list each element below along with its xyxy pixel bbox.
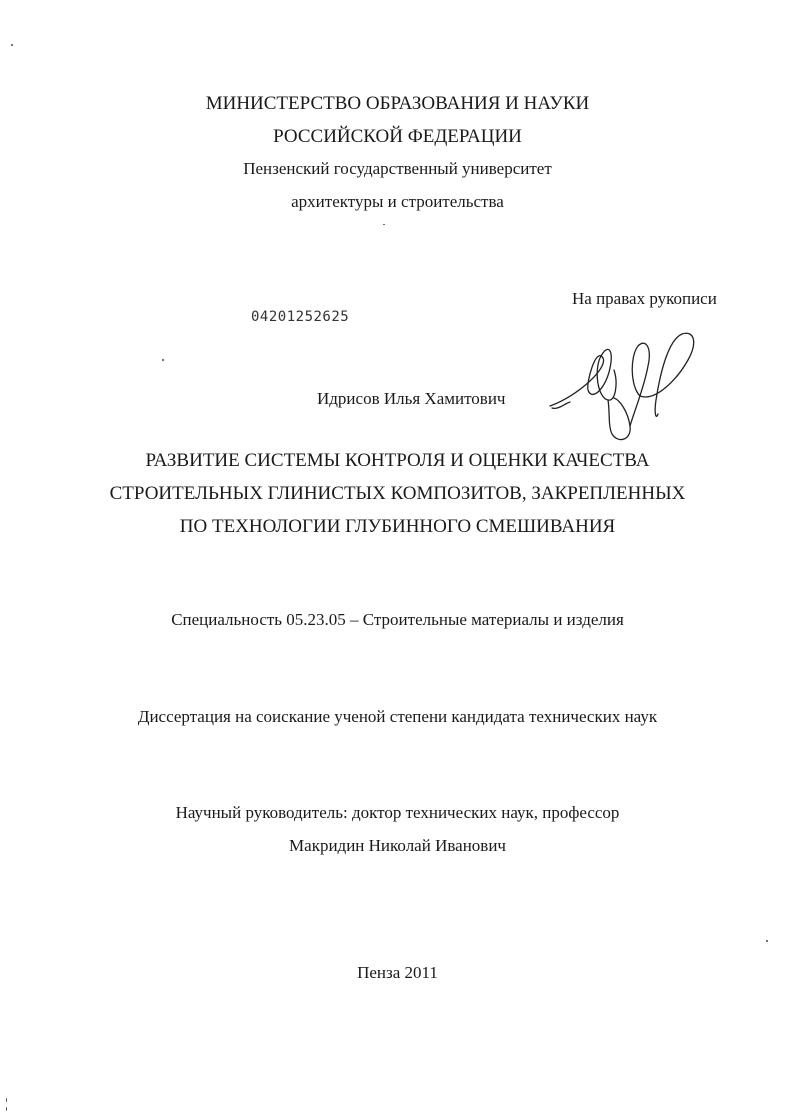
- university-line-2: архитектуры и строительства: [291, 192, 504, 211]
- scan-speck: [383, 224, 385, 225]
- scan-speck: [6, 1107, 7, 1111]
- scan-speck: [11, 44, 13, 46]
- registry-code: 04201252625: [251, 309, 350, 325]
- degree-statement: Диссертация на соискание ученой степени кандидата технических наук: [137, 707, 658, 726]
- signature-image: [548, 328, 718, 448]
- specialty: Специальность 05.23.05 – Строительные материалы и изделия: [171, 610, 624, 629]
- place-year: Пенза 2011: [357, 963, 438, 982]
- scan-speck: [6, 1098, 7, 1102]
- ministry-line-1: МИНИСТЕРСТВО ОБРАЗОВАНИЯ И НАУКИ: [205, 93, 590, 114]
- ministry-line-2: РОССИЙСКОЙ ФЕДЕРАЦИИ: [273, 126, 522, 147]
- supervisor-line-2: Макридин Николай Иванович: [289, 836, 506, 855]
- scan-speck: [766, 940, 768, 942]
- title-line-2: СТРОИТЕЛЬНЫХ ГЛИНИСТЫХ КОМПОЗИТОВ, ЗАКРЕПЛЕННЫХ: [109, 483, 686, 504]
- university-line-1: Пензенский государственный университет: [243, 159, 552, 178]
- author-name: Идрисов Илья Хамитович: [317, 389, 506, 408]
- manuscript-note: На правах рукописи: [572, 289, 717, 308]
- supervisor-line-1: Научный руководитель: доктор технических наук, профессор: [175, 803, 620, 822]
- scan-speck: [162, 359, 164, 361]
- title-line-3: ПО ТЕХНОЛОГИИ ГЛУБИННОГО СМЕШИВАНИЯ: [179, 516, 616, 537]
- title-line-1: РАЗВИТИЕ СИСТЕМЫ КОНТРОЛЯ И ОЦЕНКИ КАЧЕСТВА: [145, 450, 650, 471]
